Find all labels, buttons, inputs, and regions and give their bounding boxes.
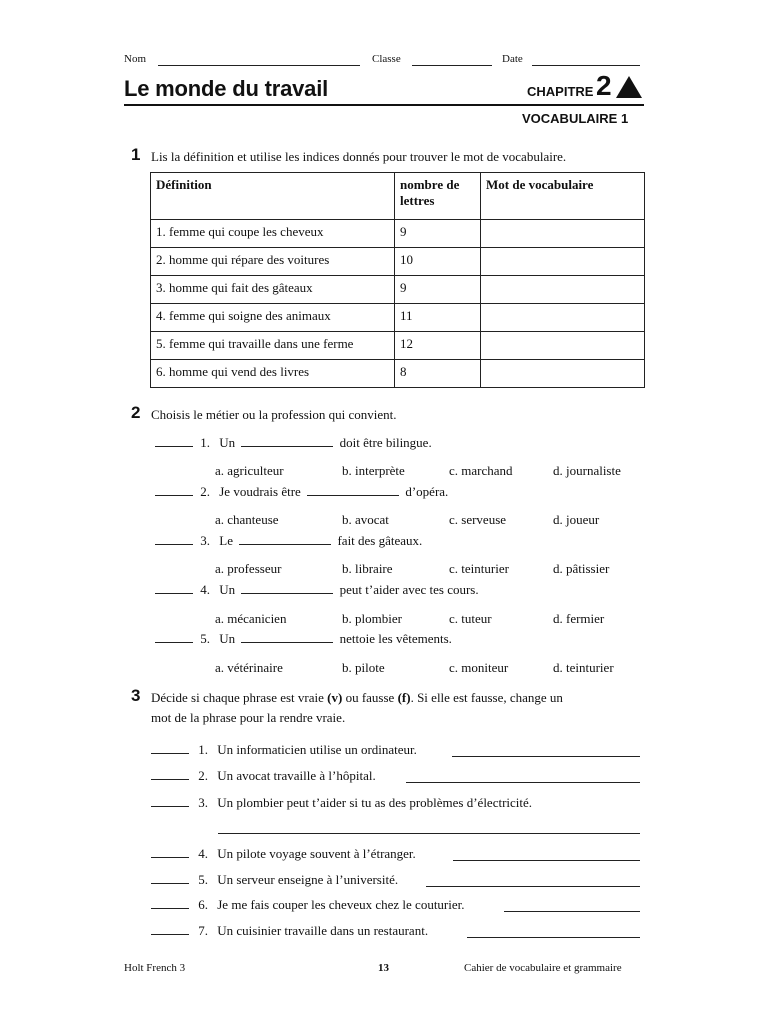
definition-cell: 3. homme qui fait des gâteaux: [151, 276, 395, 304]
section3-instruction: [151, 690, 563, 706]
answer-blank[interactable]: [155, 532, 193, 545]
statement-number: 1.: [198, 742, 208, 757]
instruction-text: Décide si chaque phrase est vraie: [151, 690, 328, 705]
question-text-after: nettoie les vêtements.: [339, 631, 452, 646]
section2-instruction: Choisis le métier ou la profession qui convient.: [151, 407, 397, 422]
title-rule: [124, 104, 644, 106]
chapitre-label: CHAPITRE: [527, 84, 594, 99]
definition-cell: 4. femme qui soigne des animaux: [151, 304, 395, 332]
question-number: 2.: [200, 484, 210, 499]
statement-row: [151, 794, 532, 811]
statement-row: [151, 896, 465, 913]
triangle-icon: [616, 76, 642, 98]
answer-blank[interactable]: [155, 581, 193, 594]
fausse-marker: (f): [397, 690, 411, 705]
question-text-before: Un: [219, 582, 236, 597]
statement-row: [151, 871, 398, 888]
option-d[interactable]: d. joueur: [553, 512, 600, 527]
definition-cell: 5. femme qui travaille dans une ferme: [151, 332, 395, 360]
answer-blank[interactable]: [151, 922, 189, 935]
answer-blank[interactable]: [151, 741, 189, 754]
option-a[interactable]: a. vétérinaire: [215, 660, 283, 675]
question-number: 4.: [200, 582, 210, 597]
statement-row: [151, 741, 417, 758]
option-d[interactable]: d. pâtissier: [553, 561, 610, 576]
correction-line[interactable]: [426, 885, 640, 887]
correction-line[interactable]: [218, 832, 640, 834]
statement-number: 6.: [198, 897, 208, 912]
question-row: [155, 434, 432, 451]
letters-cell: 9: [395, 276, 481, 304]
table-row: [151, 360, 645, 388]
statement-text: Un pilote voyage souvent à l’étranger.: [217, 846, 416, 861]
definition-cell: 2. homme qui répare des voitures: [151, 248, 395, 276]
option-c[interactable]: c. moniteur: [449, 660, 509, 675]
option-a[interactable]: a. mécanicien: [215, 611, 287, 626]
correction-line[interactable]: [467, 936, 640, 938]
nom-label: Nom: [124, 53, 146, 65]
question-text-before: Je voudrais être: [219, 484, 301, 499]
statement-text: Un informaticien utilise un ordinateur.: [217, 742, 417, 757]
col-header-letters: nombre de lettres: [395, 173, 481, 220]
answer-blank[interactable]: [155, 630, 193, 643]
correction-line[interactable]: [453, 859, 640, 861]
vraie-marker: (v): [327, 690, 343, 705]
question-text-before: Un: [219, 435, 236, 450]
fill-blank[interactable]: [241, 434, 333, 447]
question-row: [155, 483, 448, 500]
table-row: [151, 220, 645, 248]
answer-blank[interactable]: [151, 871, 189, 884]
statement-number: 4.: [198, 846, 208, 861]
table-row: [151, 248, 645, 276]
footer-right: Cahier de vocabulaire et grammaire: [464, 962, 622, 974]
statement-text: Un cuisinier travaille dans un restaurant.: [217, 923, 429, 938]
option-c[interactable]: c. marchand: [449, 463, 513, 478]
instruction-text: . Si elle est fausse, change un: [410, 690, 563, 705]
option-b[interactable]: b. avocat: [342, 512, 389, 527]
answer-blank[interactable]: [155, 483, 193, 496]
page-number: 13: [378, 962, 389, 974]
letters-cell: 9: [395, 220, 481, 248]
letters-cell: 10: [395, 248, 481, 276]
classe-label: Classe: [372, 53, 401, 65]
fill-blank[interactable]: [307, 483, 399, 496]
fill-blank[interactable]: [241, 581, 333, 594]
correction-line[interactable]: [504, 910, 640, 912]
question-text-after: fait des gâteaux.: [337, 533, 423, 548]
fill-blank[interactable]: [241, 630, 333, 643]
option-c[interactable]: c. tuteur: [449, 611, 492, 626]
section2-number: 2: [131, 403, 141, 422]
table-header-row: [151, 173, 645, 220]
option-a[interactable]: a. chanteuse: [215, 512, 279, 527]
date-field[interactable]: [532, 53, 640, 66]
section1-instruction: Lis la définition et utilise les indices donnés pour trouver le mot de vocabulaire.: [151, 149, 567, 164]
correction-line[interactable]: [406, 781, 640, 783]
option-a[interactable]: a. agriculteur: [215, 463, 284, 478]
statement-text: Un avocat travaille à l’hôpital.: [217, 768, 376, 783]
definition-cell: 6. homme qui vend des livres: [151, 360, 395, 388]
question-number: 3.: [200, 533, 210, 548]
definition-cell: 1. femme qui coupe les cheveux: [151, 220, 395, 248]
answer-blank[interactable]: [151, 896, 189, 909]
option-d[interactable]: d. teinturier: [553, 660, 614, 675]
correction-line[interactable]: [452, 755, 640, 757]
table-row: [151, 332, 645, 360]
question-number: 1.: [200, 435, 210, 450]
statement-row: [151, 767, 376, 784]
section3-instruction-line2: mot de la phrase pour la rendre vraie.: [151, 710, 346, 725]
statement-number: 2.: [198, 768, 208, 783]
definition-table: [150, 172, 645, 388]
col-header-definition: Définition: [151, 173, 395, 220]
page-title: Le monde du travail: [124, 76, 329, 101]
option-d[interactable]: d. journaliste: [553, 463, 621, 478]
statement-number: 3.: [198, 795, 208, 810]
letters-cell: 11: [395, 304, 481, 332]
statement-text: Un serveur enseigne à l’université.: [217, 872, 399, 887]
answer-cell[interactable]: [481, 304, 645, 332]
question-text-after: doit être bilingue.: [339, 435, 432, 450]
statement-row: [151, 922, 428, 939]
answer-cell[interactable]: [481, 276, 645, 304]
classe-field[interactable]: [412, 53, 492, 66]
statement-row: [151, 845, 416, 862]
question-row: [155, 532, 422, 549]
nom-field[interactable]: [158, 53, 360, 66]
question-number: 5.: [200, 631, 210, 646]
chapitre-number: 2: [596, 70, 612, 101]
question-text-after: peut t’aider avec tes cours.: [339, 582, 479, 597]
answer-blank[interactable]: [151, 767, 189, 780]
answer-blank[interactable]: [151, 845, 189, 858]
question-row: [155, 581, 479, 598]
section-label: VOCABULAIRE 1: [522, 111, 629, 126]
answer-cell[interactable]: [481, 220, 645, 248]
letters-cell: 8: [395, 360, 481, 388]
footer-left: Holt French 3: [124, 962, 186, 974]
table-row: [151, 276, 645, 304]
option-b[interactable]: b. pilote: [342, 660, 385, 675]
col-header-mot: Mot de vocabulaire: [481, 173, 645, 220]
statement-text: Un plombier peut t’aider si tu as des problèmes d’électricité.: [217, 795, 533, 810]
option-c[interactable]: c. teinturier: [449, 561, 509, 576]
answer-blank[interactable]: [151, 794, 189, 807]
instruction-text: ou fausse: [342, 690, 398, 705]
letters-cell: 12: [395, 332, 481, 360]
option-b[interactable]: b. libraire: [342, 561, 393, 576]
answer-cell[interactable]: [481, 360, 645, 388]
question-text-before: Le: [219, 533, 233, 548]
table-row: [151, 304, 645, 332]
statement-text: Je me fais couper les cheveux chez le couturier.: [217, 897, 465, 912]
statement-number: 5.: [198, 872, 208, 887]
option-d[interactable]: d. fermier: [553, 611, 605, 626]
date-label: Date: [502, 53, 523, 65]
question-text-before: Un: [219, 631, 236, 646]
section1-number: 1: [131, 145, 141, 164]
fill-blank[interactable]: [239, 532, 331, 545]
header-info-line: [124, 53, 644, 69]
section3-number: 3: [131, 686, 141, 705]
question-row: [155, 630, 452, 647]
option-b[interactable]: b. plombier: [342, 611, 402, 626]
answer-cell[interactable]: [481, 248, 645, 276]
statement-number: 7.: [198, 923, 208, 938]
option-b[interactable]: b. interprète: [342, 463, 405, 478]
answer-blank[interactable]: [155, 434, 193, 447]
option-a[interactable]: a. professeur: [215, 561, 282, 576]
option-c[interactable]: c. serveuse: [449, 512, 507, 527]
answer-cell[interactable]: [481, 332, 645, 360]
question-text-after: d’opéra.: [405, 484, 449, 499]
